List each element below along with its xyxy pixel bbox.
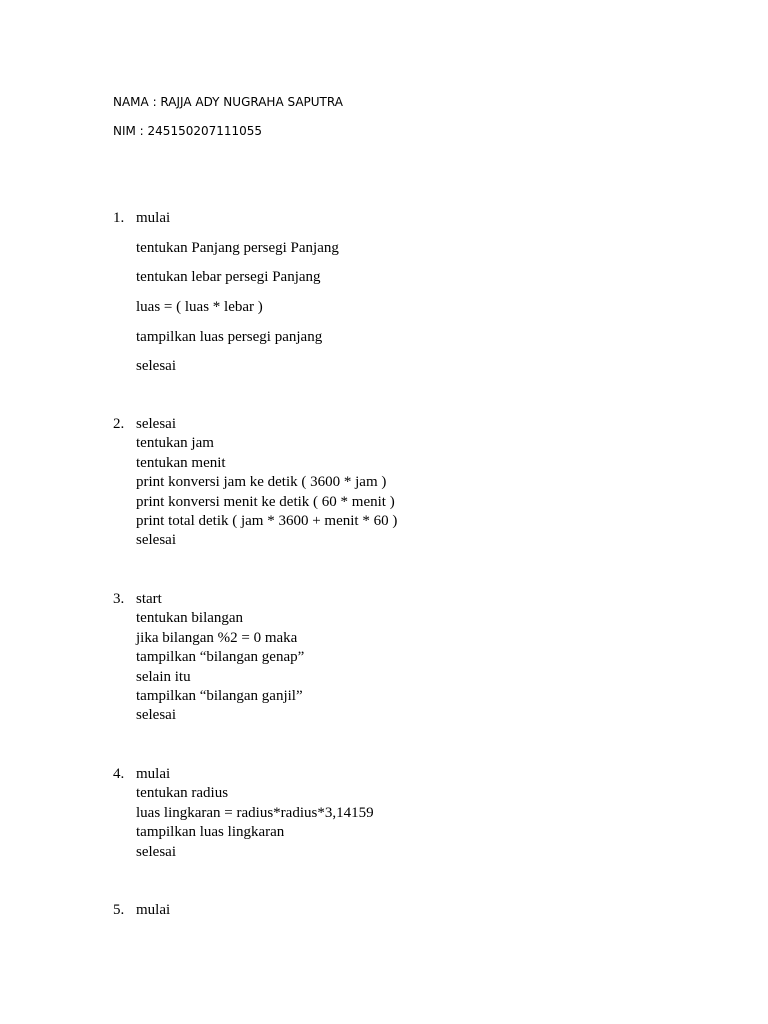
student-name: NAMA : RAJJA ADY NUGRAHA SAPUTRA bbox=[113, 95, 343, 109]
step-line: selesai bbox=[136, 416, 176, 432]
step-line: tampilkan “bilangan ganjil” bbox=[136, 687, 303, 704]
step-line: print konversi jam ke detik ( 3600 * jam ) bbox=[136, 474, 387, 491]
step-line: selain itu bbox=[136, 668, 191, 685]
step-line: selesai bbox=[136, 843, 176, 860]
step-line: tentukan menit bbox=[136, 454, 226, 471]
list-item-5 bbox=[113, 901, 713, 920]
list-item-4 bbox=[113, 765, 713, 862]
step-line: selesai bbox=[136, 707, 176, 724]
list-item-body bbox=[136, 765, 713, 862]
step-line: tampilkan “bilangan genap” bbox=[136, 649, 305, 666]
step-line: tentukan lebar persegi Panjang bbox=[136, 269, 321, 286]
step-line: tentukan bilangan bbox=[136, 610, 244, 627]
step-line: luas lingkaran = radius*radius*3,14159 bbox=[136, 804, 374, 821]
list-item-number: 2. bbox=[113, 416, 125, 432]
list-item-body bbox=[136, 901, 713, 920]
step-line: tampilkan luas persegi panjang bbox=[136, 328, 323, 345]
list-item-body bbox=[136, 590, 713, 726]
list-item-number: 4. bbox=[113, 766, 125, 782]
step-line: tampilkan luas lingkaran bbox=[136, 824, 285, 841]
step-line: start bbox=[136, 591, 162, 607]
step-line: mulai bbox=[136, 902, 171, 918]
list-item-number: 1. bbox=[113, 210, 125, 226]
step-line: selesai bbox=[136, 532, 176, 549]
step-line: print konversi menit ke detik ( 60 * menit ) bbox=[136, 493, 395, 510]
step-line: tentukan jam bbox=[136, 435, 214, 452]
student-id: NIM : 245150207111055 bbox=[113, 124, 263, 138]
list-item-body bbox=[136, 415, 713, 551]
step-line: mulai bbox=[136, 210, 171, 226]
step-line: print total detik ( jam * 3600 + menit * 60 ) bbox=[136, 512, 398, 529]
list-item-number: 3. bbox=[113, 591, 125, 607]
list-item-number: 5. bbox=[113, 902, 125, 918]
list-item-3 bbox=[113, 590, 713, 726]
step-line: mulai bbox=[136, 766, 171, 782]
step-line: selesai bbox=[136, 358, 176, 375]
step-line: luas = ( luas * lebar ) bbox=[136, 299, 263, 316]
step-line: jika bilangan %2 = 0 maka bbox=[136, 629, 298, 646]
step-line: tentukan radius bbox=[136, 785, 229, 802]
list-item-1 bbox=[113, 208, 713, 386]
list-item-2 bbox=[113, 415, 713, 551]
list-item-body bbox=[136, 208, 713, 386]
step-line: tentukan Panjang persegi Panjang bbox=[136, 239, 339, 256]
